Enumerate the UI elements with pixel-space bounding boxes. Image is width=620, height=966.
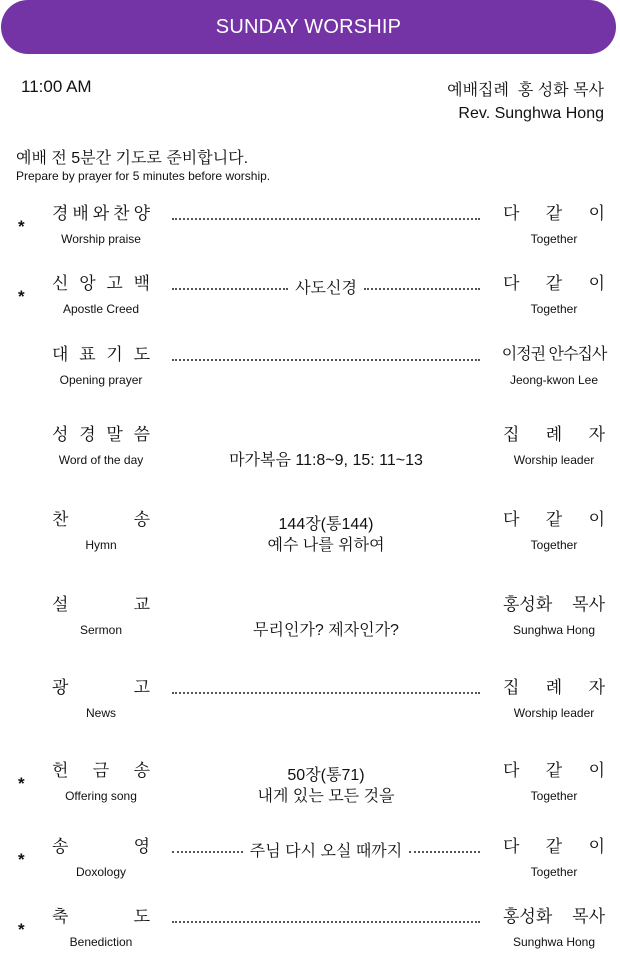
dotted-leader [172,359,480,361]
presider-block [447,79,604,125]
item-name-korean [52,203,150,225]
program-item [0,424,620,484]
item-leader-english: Worship leader [513,453,595,467]
required-standing-marker: * [18,217,25,236]
item-leader-english: Together [530,538,578,552]
item-name [52,424,150,467]
item-name-char: 송 [52,837,69,856]
item-name [52,273,150,316]
item-name-korean [52,273,150,295]
required-standing-marker: * [18,920,25,939]
item-name-char: 설 [52,595,69,614]
item-name-char: 송 [133,510,150,529]
item-detail: 주님 다시 오실 때까지 [249,842,403,860]
item-leader-english: Worship leader [513,706,595,720]
item-leader-korean: 이정권 안수집사 [501,346,607,363]
dotted-leader [172,692,480,694]
preparation-english: Prepare by prayer for 5 minutes before worship. [16,169,271,183]
item-name-korean [52,424,150,446]
item-leader-line [172,275,480,297]
item-leader [503,509,605,552]
item-name-char: 신 [52,274,69,293]
item-leader-korean [503,836,605,858]
item-name-char: 대 [52,345,69,364]
item-name-korean [52,594,150,616]
item-name [52,203,150,246]
item-name-char: 교 [133,595,150,614]
service-time: 11:00 AM [21,77,92,96]
item-name-char: 성 [52,425,69,444]
item-leader-char: 다 [503,837,520,856]
item-leader [503,677,605,720]
required-standing-marker: * [18,287,25,306]
item-name-char: 찬 [113,204,130,223]
program-item [0,594,620,654]
item-name-char: 축 [52,907,69,926]
item-leader-char: 이 [588,510,605,529]
item-name-english: Worship praise [61,232,141,246]
item-name-korean [52,760,150,782]
item-detail-line: 내게 있는 모든 것을 [257,788,395,805]
item-name-english: Apostle Creed [62,302,140,316]
item-leader-char: 다 [503,274,520,293]
item-name [52,906,150,949]
item-name-korean [52,677,150,699]
item-leader-char: 자 [588,425,605,444]
item-leader-char: 례 [545,425,563,444]
item-leader-char: 홍성화 [503,595,553,614]
item-leader-english: Together [530,232,578,246]
item-leader-line [172,838,480,860]
item-name-english: Offering song [65,789,137,803]
item-leader [503,203,605,246]
item-detail-line: 무리인가? 제자인가? [253,622,399,639]
item-name [52,509,150,552]
item-leader-korean [503,760,605,782]
item-name-char: 백 [133,274,150,293]
item-leader-line [172,679,480,701]
item-leader-english: Together [530,302,578,316]
item-leader-char: 이 [588,204,605,223]
item-detail [172,620,480,641]
presider-korean: 예배집례 홍 성화 목사 [447,82,604,99]
item-name-char: 고 [133,678,150,697]
required-standing-marker: * [18,850,25,869]
item-name-char: 영 [133,837,150,856]
item-name [52,344,150,387]
item-name-english: Sermon [79,623,123,637]
item-leader [503,424,605,467]
required-standing-marker: * [18,774,25,793]
item-leader-char: 목사 [572,595,605,614]
item-detail-line: 예수 나를 위하여 [267,537,385,554]
item-leader [503,760,605,803]
item-leader-english: Together [530,789,578,803]
item-leader-korean [503,906,605,928]
item-name [52,677,150,720]
item-leader-char: 같 [545,837,563,856]
item-detail [172,514,480,556]
item-leader-char: 같 [545,761,563,780]
item-leader-korean [503,677,605,699]
dotted-leader [172,851,243,853]
item-name-english: Word of the day [58,453,144,467]
item-name-char: 도 [133,907,150,926]
item-leader-korean [503,203,605,225]
item-leader-char: 이 [588,761,605,780]
presider-english: Rev. Sunghwa Hong [458,105,604,122]
program-item [0,273,620,333]
item-leader-korean [503,594,605,616]
item-detail: 사도신경 [295,279,357,297]
dotted-leader [172,921,480,923]
item-detail-line: 50장(통71) [287,767,365,784]
item-detail-line: 마가복음 11:8~9, 15: 11~13 [229,452,423,469]
item-leader-char: 같 [545,204,563,223]
item-name-char: 표 [79,345,96,364]
item-name-char: 경 [79,425,96,444]
item-leader [503,836,605,879]
item-name-char: 찬 [52,510,69,529]
dotted-leader [172,288,288,290]
item-leader [503,906,605,949]
item-leader-english: Sunghwa Hong [512,935,596,949]
item-name-korean [52,836,150,858]
item-leader-char: 다 [503,761,520,780]
item-name-english: Opening prayer [59,373,143,387]
dotted-leader [364,288,480,290]
item-name-char: 고 [106,274,123,293]
item-name [52,760,150,803]
item-name-char: 도 [133,345,150,364]
item-leader-char: 집 [503,678,520,697]
program-item [0,509,620,569]
program-item [0,836,620,896]
item-leader [503,273,605,316]
item-detail [172,450,480,471]
item-leader-char: 같 [545,510,563,529]
item-name-char: 양 [133,204,150,223]
item-leader-english: Sunghwa Hong [512,623,596,637]
item-name-korean [52,906,150,928]
item-leader-line [172,908,480,930]
item-name-char: 금 [92,761,110,780]
item-leader-line [172,205,480,227]
item-detail [172,765,480,807]
item-name-char: 기 [106,345,123,364]
item-name-char: 와 [92,204,110,223]
item-leader-char: 목사 [572,907,605,926]
item-leader-english: Jeong-kwon Lee [509,373,599,387]
item-name-char: 광 [52,678,69,697]
item-name-char: 헌 [52,761,69,780]
item-leader-korean [503,424,605,446]
item-name-korean [52,344,150,366]
item-leader-char: 이 [588,274,605,293]
item-leader-korean [503,273,605,295]
item-leader-english: Together [530,865,578,879]
title-banner [1,0,616,54]
item-leader-char: 다 [503,204,520,223]
item-leader-char: 례 [545,678,563,697]
item-name-korean [52,509,150,531]
item-name-char: 배 [72,204,89,223]
item-name [52,594,150,637]
item-name-english: Benediction [69,935,133,949]
item-detail-line: 144장(통144) [278,516,374,533]
item-leader-char: 자 [588,678,605,697]
item-name-english: News [85,706,116,720]
item-leader [503,594,605,637]
dotted-leader [172,218,480,220]
item-leader-char: 집 [503,425,520,444]
program-item [0,677,620,737]
item-leader-char: 홍성화 [503,907,553,926]
item-name-english: Hymn [85,538,117,552]
program-item [0,344,620,404]
item-leader-line [172,346,480,368]
program-item [0,203,620,263]
item-name-char: 경 [52,204,69,223]
page-title: SUNDAY WORSHIP [215,16,402,38]
item-name-char: 말 [106,425,123,444]
item-name-char: 앙 [79,274,96,293]
dotted-leader [409,851,480,853]
item-name-char: 송 [133,761,150,780]
item-leader-char: 같 [545,274,563,293]
program-item [0,906,620,966]
item-name [52,836,150,879]
item-name-english: Doxology [75,865,127,879]
program-item [0,760,620,820]
item-leader [503,344,605,387]
preparation-note [16,149,270,184]
preparation-korean: 예배 전 5분간 기도로 준비합니다. [16,150,249,167]
item-leader-korean [503,509,605,531]
item-leader-char: 이 [588,837,605,856]
item-name-char: 씀 [133,425,150,444]
item-leader-char: 다 [503,510,520,529]
